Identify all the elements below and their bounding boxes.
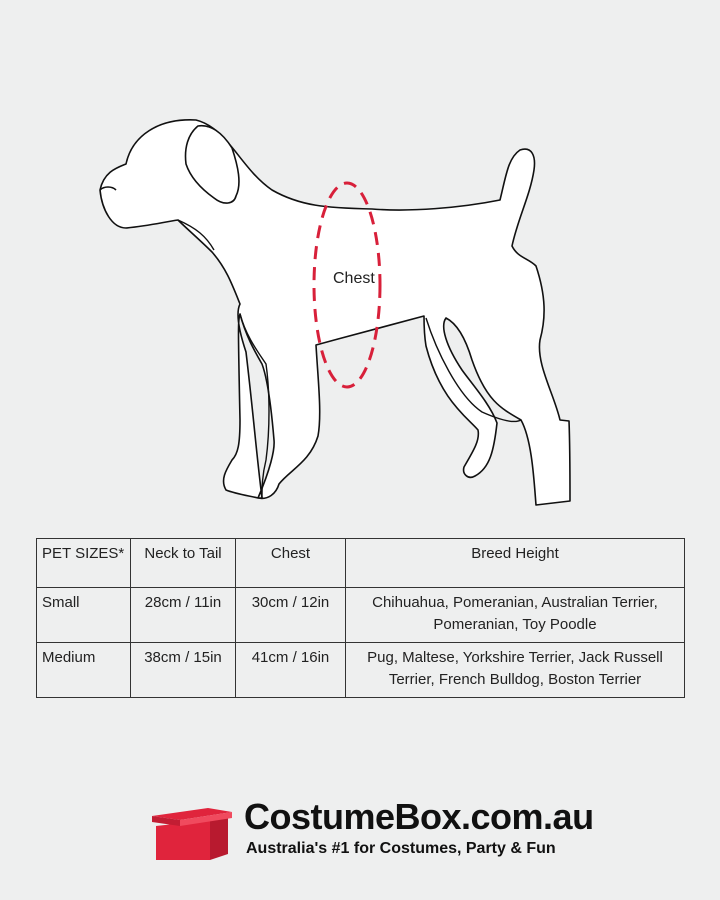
header-pet-sizes: PET SIZES*	[37, 539, 131, 588]
costumebox-logo[interactable]	[150, 796, 594, 866]
header-breed-height: Breed Height	[346, 539, 685, 588]
cell-chest: 41cm / 16in	[236, 643, 346, 698]
table-row	[37, 643, 685, 698]
red-box-icon	[150, 804, 234, 862]
chest-label: Chest	[333, 270, 375, 287]
cell-chest: 30cm / 12in	[236, 588, 346, 643]
cell-size: Medium	[37, 643, 131, 698]
header-neck-to-tail: Neck to Tail	[131, 539, 236, 588]
brand-tagline: Australia's #1 for Costumes, Party & Fun	[246, 840, 556, 857]
table-header-row	[37, 539, 685, 588]
cell-breeds: Chihuahua, Pomeranian, Australian Terrier, Pomeranian, Toy Poodle	[346, 588, 685, 643]
cell-size: Small	[37, 588, 131, 643]
dog-body-outline	[100, 120, 570, 505]
cell-neck-to-tail: 28cm / 11in	[131, 588, 236, 643]
brand-name: CostumeBox.com.au	[244, 796, 594, 837]
cell-neck-to-tail: 38cm / 15in	[131, 643, 236, 698]
header-chest: Chest	[236, 539, 346, 588]
cell-breeds: Pug, Maltese, Yorkshire Terrier, Jack Russell Terrier, French Bulldog, Boston Terrier	[346, 643, 685, 698]
pet-size-table	[36, 538, 685, 698]
table-row	[37, 588, 685, 643]
